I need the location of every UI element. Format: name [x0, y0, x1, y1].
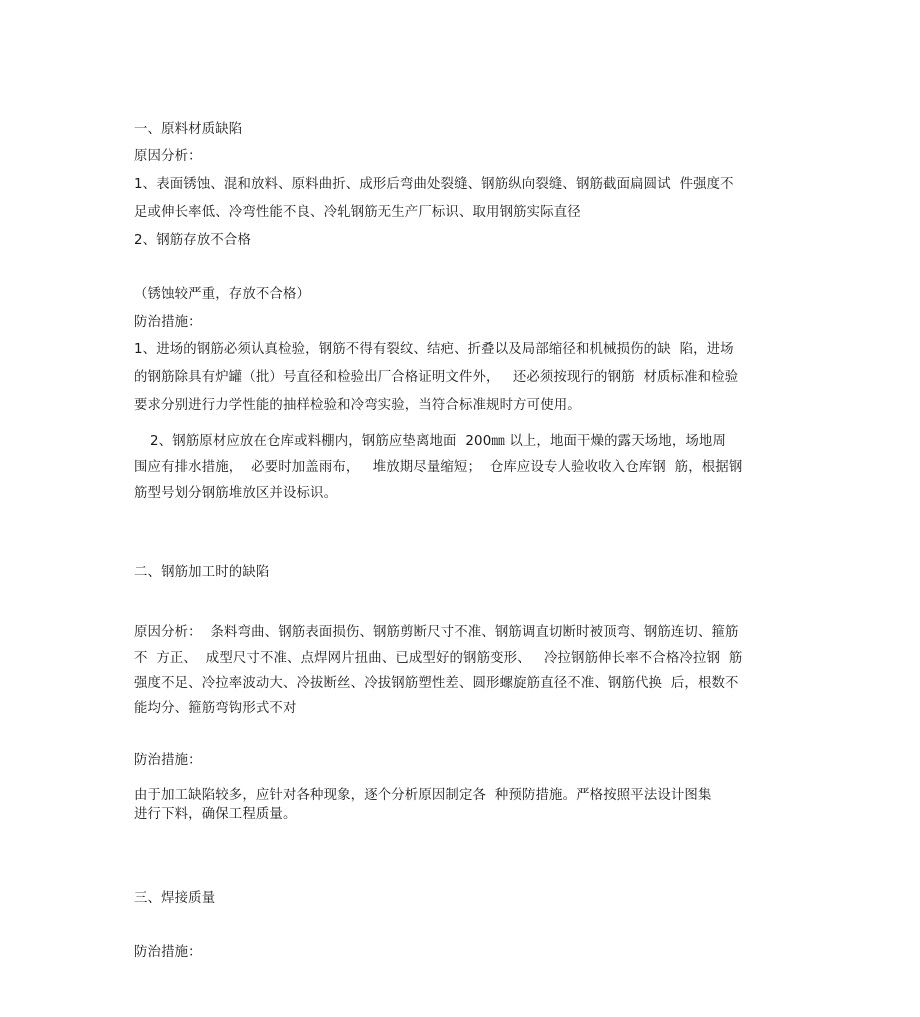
section1-measure-line: 围应有排水措施， 必要时加盖雨布， 堆放期尽量缩短； 仓库应设专人验收收入仓库钢 筋，根据钢 — [134, 460, 743, 475]
section1-measure-line: 2、钢筋原材应放在仓库或料棚内，钢筋应垫离地面 200㎜ 以上，地面干燥的露天场地，场地周 — [150, 434, 726, 449]
section2-cause-line: 强度不足、冷拉率波动大、冷拔断丝、冷拔钢筋塑性差、圆形螺旋筋直径不准、钢筋代换 后，根数不 — [134, 676, 739, 691]
section2-heading: 二、钢筋加工时的缺陷 — [134, 565, 270, 580]
section1-cause-label: 原因分析： — [134, 149, 202, 164]
section3-heading: 三、焊接质量 — [134, 891, 216, 906]
section2-cause-line: 不 方正、 成型尺寸不准、点焊网片扭曲、已成型好的钢筋变形、 冷拉钢筋伸长率不合格冷拉钢 筋 — [134, 651, 743, 666]
section2-cause-line: 能均分、箍筋弯钩形式不对 — [134, 701, 297, 716]
section1-heading: 一、原料材质缺陷 — [134, 122, 243, 137]
section1-measure-line: 筋型号划分钢筋堆放区并设标识。 — [134, 486, 338, 501]
section2-measures-label: 防治措施： — [134, 753, 202, 768]
section1-cause-line: 1、表面锈蚀、混和放料、原料曲折、成形后弯曲处裂缝、钢筋纵向裂缝、钢筋截面扁圆试 件强度不 — [134, 177, 734, 192]
section1-cause-line: 2、钢筋存放不合格 — [134, 233, 251, 248]
section1-measure-line: 的钢筋除具有炉罐（批）号直径和检验出厂合格证明文件外， 还必须按现行的钢筋 材质标准和检验 — [134, 370, 739, 385]
section1-measure-line: 要求分别进行力学性能的抽样检验和冷弯实验，当符合标准规时方可使用。 — [134, 398, 581, 413]
section2-measure-line: 进行下料，确保工程质量。 — [134, 807, 297, 822]
section2-cause-line: 原因分析： 条料弯曲、钢筋表面损伤、钢筋剪断尺寸不准、钢筋调直切断时被顶弯、钢筋连切、箍筋 — [134, 625, 739, 640]
section1-cause-line: 足或伸长率低、冷弯性能不良、冷轧钢筋无生产厂标识、取用钢筋实际直径 — [134, 205, 581, 220]
section1-measures-label: 防治措施： — [134, 315, 202, 330]
section3-measures-label: 防治措施： — [134, 945, 202, 960]
section1-measure-line: 1、进场的钢筋必须认真检验，钢筋不得有裂纹、结疤、折叠以及局部缩径和机械损伤的缺 陷，进场 — [134, 342, 734, 357]
section1-note: （锈蚀较严重，存放不合格） — [134, 287, 311, 302]
section2-measure-line: 由于加工缺陷较多，应针对各种现象，逐个分析原因制定各 种预防措施。严格按照平法设计图集 — [134, 788, 712, 803]
